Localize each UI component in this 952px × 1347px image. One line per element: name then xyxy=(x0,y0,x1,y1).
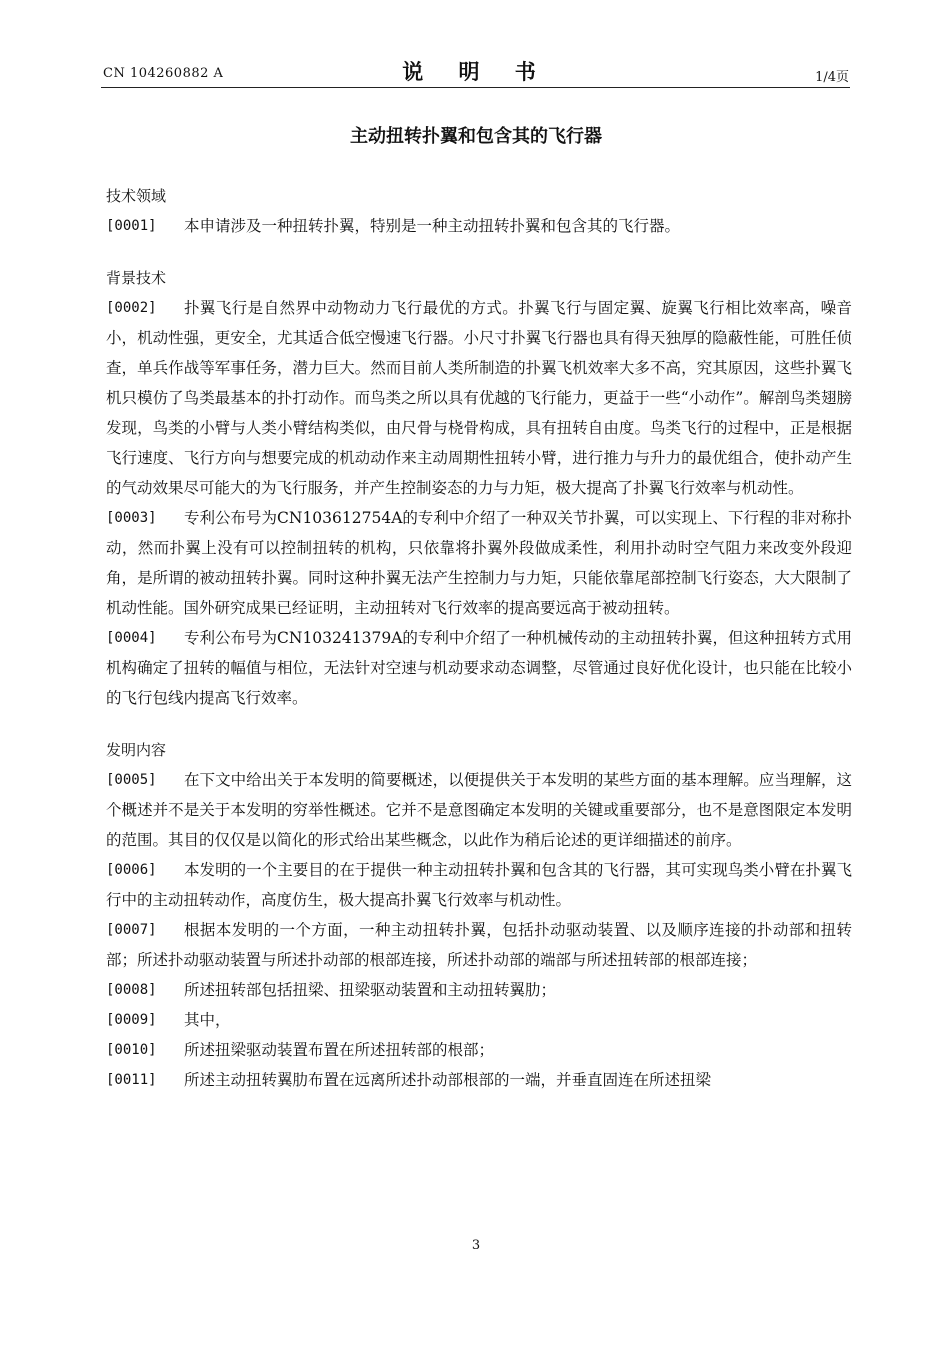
paragraph-number: [0002] xyxy=(106,300,157,316)
paragraph xyxy=(106,503,852,623)
paragraph-number: [0005] xyxy=(106,772,157,788)
section-heading: 技术领域 xyxy=(106,187,167,205)
header-divider xyxy=(101,87,850,88)
paragraph-text: 所述扭梁驱动装置布置在所述扭转部的根部； xyxy=(184,1041,495,1059)
paragraph-number: [0010] xyxy=(106,1042,157,1058)
paragraph-number: [0008] xyxy=(106,982,157,998)
paragraph xyxy=(106,211,852,241)
paragraph-text: 专利公布号为CN103241379A的专利中介绍了一种机械传动的主动扭转扑翼，但这种扭转方式用机构确定了扭转的幅值与相位，无法针对空速与机动要求动态调整，尽管通过良好优化设计，也只能在比较小的飞行包线内提高飞行效率。 xyxy=(106,629,852,707)
document-body xyxy=(106,181,852,1095)
section-heading: 背景技术 xyxy=(106,269,167,287)
paragraph-number: [0004] xyxy=(106,630,157,646)
paragraph xyxy=(106,623,852,713)
paragraph-number: [0009] xyxy=(106,1012,157,1028)
page-number: 3 xyxy=(471,1238,481,1253)
paragraph-text: 所述扭转部包括扭梁、扭梁驱动装置和主动扭转翼肋； xyxy=(184,981,557,999)
paragraph-number: [0003] xyxy=(106,510,157,526)
paragraph-number: [0007] xyxy=(106,922,157,938)
paragraph-text: 其中， xyxy=(184,1011,231,1029)
paragraph-text: 本发明的一个主要目的在于提供一种主动扭转扑翼和包含其的飞行器，其可实现鸟类小臂在扑翼飞行中的主动扭转动作，高度仿生，极大提高扑翼飞行效率与机动性。 xyxy=(106,861,852,909)
paragraph-text: 扑翼飞行是自然界中动物动力飞行最优的方式。扑翼飞行与固定翼、旋翼飞行相比效率高，噪音小，机动性强，更安全，尤其适合低空慢速飞行器。小尺寸扑翼飞行器也具有得天独厚的隐蔽性能，可胜任侦查，单兵作战等军事任务，潜力巨大。然而目前人类所制造的扑翼飞机效率大多不高，究其原因，这些扑翼飞机只模仿了鸟类最基本的扑打动作。而鸟类之所以具有优越的飞行能力，更益于一些“小动作”。解剖鸟类翅膀发现，鸟类的小臂与人类小臂结构类似，由尺骨与桡骨构成，具有扭转自由度。鸟类飞行的过程中，正是根据飞行速度、飞行方向与想要完成的机动动作来主动周期性扭转小臂，进行推力与升力的最优组合，使扑动产生的气动效果尽可能大的为飞行服务，并产生控制姿态的力与力矩，极大提高了扑翼飞行效率与机动性。 xyxy=(106,299,852,497)
paragraph xyxy=(106,293,852,503)
doc-number: CN 104260882 A xyxy=(103,66,224,81)
paragraph xyxy=(106,1035,852,1065)
paragraph xyxy=(106,1005,852,1035)
paragraph-text: 根据本发明的一个方面，一种主动扭转扑翼，包括扑动驱动装置、以及顺序连接的扑动部和扭转部；所述扑动驱动装置与所述扑动部的根部连接，所述扑动部的端部与所述扭转部的根部连接； xyxy=(106,921,852,969)
paragraph xyxy=(106,765,852,855)
paragraph xyxy=(106,975,852,1005)
paragraph-text: 在下文中给出关于本发明的简要概述，以便提供关于本发明的某些方面的基本理解。应当理解，这个概述并不是关于本发明的穷举性概述。它并不是意图确定本发明的关键或重要部分，也不是意图限定本发明的范围。其目的仅仅是以简化的形式给出某些概念，以此作为稍后论述的更详细描述的前序。 xyxy=(106,771,852,849)
paragraph-text: 本申请涉及一种扭转扑翼，特别是一种主动扭转扑翼和包含其的飞行器。 xyxy=(184,217,681,235)
section-heading: 发明内容 xyxy=(106,741,167,759)
header-title: 说 明 书 xyxy=(402,59,550,84)
page-indicator: 1/4页 xyxy=(815,70,849,85)
paragraph-number: [0011] xyxy=(106,1072,157,1088)
paragraph-text: 专利公布号为CN103612754A的专利中介绍了一种双关节扑翼，可以实现上、下行程的非对称扑动，然而扑翼上没有可以控制扭转的机构，只依靠将扑翼外段做成柔性，利用扑动时空气阻力来改变外段迎角，是所谓的被动扭转扑翼。同时这种扑翼无法产生控制力与力矩，只能依靠尾部控制飞行姿态，大大限制了机动性能。国外研究成果已经证明，主动扭转对飞行效率的提高要远高于被动扭转。 xyxy=(106,509,852,617)
paragraph xyxy=(106,915,852,975)
document-title: 主动扭转扑翼和包含其的飞行器 xyxy=(350,126,602,147)
paragraph-number: [0001] xyxy=(106,218,157,234)
paragraph xyxy=(106,855,852,915)
paragraph-number: [0006] xyxy=(106,862,157,878)
paragraph-text: 所述主动扭转翼肋布置在远离所述扑动部根部的一端，并垂直固连在所述扭梁 xyxy=(184,1071,712,1089)
paragraph xyxy=(106,1065,852,1095)
